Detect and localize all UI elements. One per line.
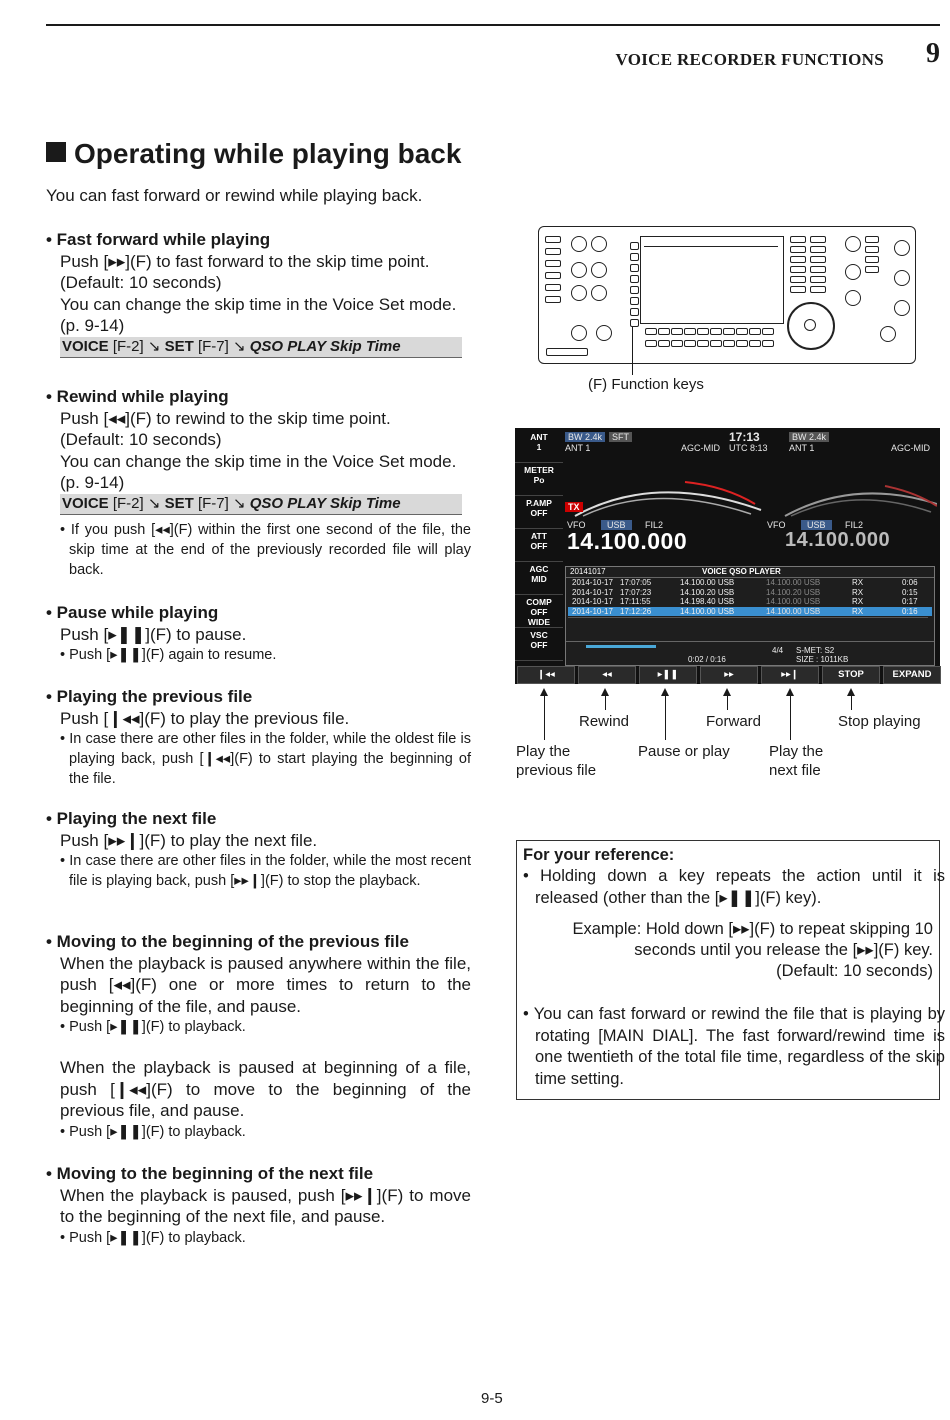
panel-knob-icon — [591, 236, 607, 252]
function-key-icon — [697, 328, 709, 335]
arrow-line — [605, 694, 606, 710]
callout-previous-file: Play the previous file — [516, 743, 597, 779]
table-cell: 17:07:05 — [620, 578, 652, 587]
callout-next-file: Play the next file — [769, 743, 824, 779]
item-heading: • Moving to the beginning of the next file — [46, 1164, 374, 1183]
side-key: ANT 1 — [515, 432, 563, 463]
screen-function-key: ▸❚❚ — [639, 666, 697, 684]
utc-clock: UTC 8:13 — [729, 443, 768, 453]
item-text: Push [❙◂◂](F) to play the previous file. — [60, 708, 350, 728]
item-heading: • Playing the next file — [46, 809, 217, 828]
status-bar — [563, 432, 939, 454]
table-cell: RX — [852, 606, 864, 616]
panel-knob-icon — [591, 285, 607, 301]
arrow-line — [665, 694, 666, 740]
panel-button-icon — [630, 275, 639, 283]
panel-button-icon — [810, 246, 826, 253]
phones-jack-icon — [546, 348, 588, 356]
item-heading: • Pause while playing — [46, 603, 219, 622]
item-note: • Push [▸❚❚](F) to playback. — [60, 1229, 246, 1246]
dial-center-icon — [804, 319, 816, 331]
screen-function-key: ▸▸ — [700, 666, 758, 684]
table-cell: 14.100.20 USB — [766, 587, 821, 597]
item-heading: • Fast forward while playing — [46, 230, 271, 249]
item-note: • Push [▸❚❚](F) to playback. — [60, 1019, 246, 1035]
panel-button-icon — [723, 340, 735, 347]
table-cell: 14.100.00 USB — [766, 597, 821, 606]
panel-button-icon — [630, 319, 639, 327]
transceiver-display — [640, 236, 784, 324]
progress-time: 0:02 / 0:16 — [688, 655, 726, 664]
fkeys-leader-line — [632, 327, 633, 375]
table-cell: 0:06 — [902, 578, 918, 587]
panel-knob-icon — [845, 236, 861, 252]
function-key-icon — [723, 328, 735, 335]
clock: 17:13 — [729, 430, 760, 444]
item-text: Push [◂◂](F) to rewind to the skip time point. — [60, 408, 391, 428]
item-text: You can change the skip time in the Voice Set mode. — [60, 294, 457, 314]
side-key: AGC MID — [515, 564, 563, 595]
table-cell: 14.100.00 USB — [766, 578, 821, 587]
table-row — [568, 607, 932, 616]
panel-button-icon — [790, 246, 806, 253]
mode-badge: USB — [601, 520, 632, 530]
panel-knob-icon — [894, 270, 910, 286]
function-key-icon — [749, 328, 761, 335]
set-mode-path: VOICE [F-2] ↘ SET [F-7] ↘ QSO PLAY Skip Time — [60, 337, 462, 358]
item-text: (Default: 10 seconds) — [60, 273, 222, 292]
item-text: (Default: 10 seconds) — [60, 430, 222, 449]
table-cell: 2014-10-17 — [572, 587, 613, 597]
panel-button-icon — [749, 340, 761, 347]
vfo-label-sub: VFO — [767, 520, 786, 530]
file-size: SIZE : 1011KB — [796, 655, 849, 664]
table-cell: 2014-10-17 — [572, 606, 613, 616]
panel-knob-icon — [845, 264, 861, 280]
function-key-icon — [671, 328, 683, 335]
table-cell: RX — [852, 578, 864, 587]
player-footer — [566, 641, 934, 666]
reference-example: (Default: 10 seconds) — [776, 962, 933, 980]
panel-button-icon — [545, 284, 561, 291]
item-text: When the playback is paused, push [▸▸❙](F) to move to the beginning of the next file, and pause. — [60, 1185, 471, 1226]
sub-frequency: 14.100.000 — [785, 529, 891, 551]
function-key-icon — [645, 328, 657, 335]
panel-button-icon — [810, 286, 826, 293]
item-pause — [46, 602, 471, 665]
panel-knob-icon — [571, 236, 587, 252]
table-row — [568, 588, 932, 597]
tx-indicator: TX — [565, 502, 583, 512]
table-cell: 0:16 — [902, 606, 918, 616]
section-title: Operating while playing back — [46, 138, 461, 170]
table-cell: 14.100.00 USB — [766, 606, 821, 616]
panel-knob-icon — [571, 285, 587, 301]
panel-knob-icon — [596, 325, 612, 341]
item-heading: • Rewind while playing — [46, 387, 229, 406]
item-text: Push [▸▸❙](F) to play the next file. — [60, 830, 318, 850]
table-cell: RX — [852, 587, 864, 597]
item-beginning-next — [46, 1163, 471, 1248]
panel-button-icon — [790, 276, 806, 283]
arrow-line — [544, 694, 545, 740]
table-cell: 0:15 — [902, 587, 918, 597]
table-cell: 14.198.40 USB — [680, 597, 735, 606]
panel-button-icon — [645, 340, 657, 347]
set-mode-path: VOICE [F-2] ↘ SET [F-7] ↘ QSO PLAY Skip Time — [60, 494, 462, 515]
screen-function-key: STOP — [822, 666, 880, 684]
player-title: VOICE QSO PLAYER — [702, 567, 781, 576]
panel-knob-icon — [591, 262, 607, 278]
table-row — [568, 597, 932, 606]
ant-label: ANT 1 — [565, 443, 591, 453]
panel-button-icon — [865, 256, 879, 263]
table-cell: 17:12:26 — [620, 606, 652, 616]
panel-knob-icon — [845, 290, 861, 306]
item-heading: • Moving to the beginning of the previous file — [46, 932, 409, 951]
file-count: 4/4 — [772, 646, 784, 655]
panel-button-icon — [790, 266, 806, 273]
table-cell: 17:11:55 — [620, 597, 651, 606]
filter-label-sub: FIL2 — [845, 520, 864, 530]
panel-button-icon — [630, 297, 639, 305]
s-meter-reading: S-MET: S2 — [796, 646, 835, 655]
table-cell: 14.100.00 USB — [680, 606, 735, 616]
item-text: You can change the skip time in the Voice Set mode. — [60, 451, 457, 471]
screen-function-key: EXPAND — [883, 666, 941, 684]
screen-function-key: ▸▸❙ — [761, 666, 819, 684]
panel-button-icon — [545, 296, 561, 303]
panel-button-icon — [810, 266, 826, 273]
table-cell: 17:07:23 — [620, 587, 652, 597]
progress-bar — [586, 645, 656, 648]
mode-badge-sub: USB — [801, 520, 832, 530]
item-note: • In case there are other files in the folder, while the oldest file is playing back, push [❙◂◂](F) to start playing the beginning of the file. — [60, 731, 471, 787]
reference-box — [516, 840, 945, 1100]
chapter-title: VOICE RECORDER FUNCTIONS — [615, 50, 884, 69]
item-note: • In case there are other files in the folder, while the most recent file is playing back, push [▸▸❙](F) to stop the playback. — [60, 853, 471, 889]
header-rule — [46, 24, 940, 26]
agc-label: AGC-MID — [681, 443, 720, 453]
agc-label-sub: AGC-MID — [891, 443, 930, 453]
fkeys-label: (F) Function keys — [588, 376, 704, 393]
callout-rewind: Rewind — [579, 713, 630, 730]
item-text: Push [▸▸](F) to fast forward to the skip time point. — [60, 251, 430, 271]
panel-button-icon — [710, 340, 722, 347]
ant-label-sub: ANT 1 — [789, 443, 815, 453]
bw-badge-sub: BW 2.4k — [789, 432, 829, 442]
panel-knob-icon — [894, 300, 910, 316]
panel-button-icon — [865, 246, 879, 253]
arrow-line — [851, 694, 852, 710]
square-bullet-icon — [46, 142, 66, 162]
function-key-icon — [710, 328, 722, 335]
arrow-line — [790, 694, 791, 740]
table-cell: 2014-10-17 — [572, 597, 613, 606]
item-heading: • Playing the previous file — [46, 687, 253, 706]
item-text: Push [▸❚❚](F) to pause. — [60, 624, 247, 644]
item-next-file — [46, 808, 471, 891]
function-key-icon — [658, 328, 670, 335]
panel-button-icon — [790, 286, 806, 293]
chapter-number: 9 — [926, 38, 940, 69]
callout-pause: Pause or play — [638, 743, 730, 760]
function-key-icon — [684, 328, 696, 335]
display-top-bar — [644, 240, 778, 247]
panel-button-icon — [810, 256, 826, 263]
panel-button-icon — [697, 340, 709, 347]
item-rewind — [46, 386, 471, 580]
function-key-icon — [736, 328, 748, 335]
table-cell: 14.100.00 USB — [680, 578, 735, 587]
side-key: VSC OFF — [515, 630, 563, 661]
sft-badge: SFT — [609, 432, 632, 442]
s-meters — [565, 454, 937, 520]
reference-bullet: • You can fast forward or rewind the file that is playing by rotating [MAIN DIAL]. The fast forward/rewind time is one twentieth of the total file time, regardless of the skip time setting. — [523, 1005, 945, 1088]
list-divider — [568, 617, 928, 618]
main-frequency: 14.100.000 — [567, 528, 688, 554]
table-cell: 14.100.20 USB — [680, 587, 735, 597]
panel-button-icon — [684, 340, 696, 347]
panel-button-icon — [810, 276, 826, 283]
panel-button-icon — [736, 340, 748, 347]
item-previous-file — [46, 686, 471, 789]
panel-button-icon — [810, 236, 826, 243]
panel-button-icon — [630, 253, 639, 261]
item-text: (p. 9-14) — [60, 316, 125, 335]
callout-forward: Forward — [706, 713, 762, 730]
item-note: • Push [▸❚❚](F) again to resume. — [60, 647, 277, 663]
panel-knob-icon — [571, 325, 587, 341]
panel-button-icon — [671, 340, 683, 347]
function-key-icon — [762, 328, 774, 335]
reference-example: seconds until you release the [▸▸](F) key. — [634, 941, 933, 959]
section-intro: You can fast forward or rewind while playing back. — [46, 186, 423, 205]
panel-button-icon — [545, 248, 561, 255]
panel-button-icon — [865, 236, 879, 243]
panel-button-icon — [630, 286, 639, 294]
folder-name: 20141017 — [570, 567, 606, 576]
screen-function-key: ❙◂◂ — [517, 666, 575, 684]
panel-button-icon — [630, 308, 639, 316]
page-number: 9-5 — [481, 1390, 503, 1407]
bw-badge: BW 2.4k — [565, 432, 605, 442]
panel-button-icon — [630, 264, 639, 272]
table-cell: 2014-10-17 — [572, 578, 613, 587]
table-row — [568, 578, 932, 587]
player-header — [566, 567, 934, 578]
arrow-line — [727, 694, 728, 710]
filter-label: FIL2 — [645, 520, 664, 530]
panel-button-icon — [865, 266, 879, 273]
panel-button-icon — [630, 242, 639, 250]
panel-knob-icon — [894, 240, 910, 256]
side-key: P.AMP OFF — [515, 498, 563, 529]
side-key: METER Po — [515, 465, 563, 496]
panel-button-icon — [790, 236, 806, 243]
item-text: When the playback is paused anywhere within the file, push [◂◂](F) one or more times to return to the beginning of the file, and pause. — [60, 953, 471, 1016]
reference-title: For your reference: — [523, 846, 675, 864]
item-text: (p. 9-14) — [60, 473, 125, 492]
panel-button-icon — [790, 256, 806, 263]
table-cell: 0:17 — [902, 597, 918, 606]
panel-button-icon — [545, 236, 561, 243]
qso-player-table — [565, 566, 935, 666]
panel-knob-icon — [571, 262, 587, 278]
item-fast-forward — [46, 229, 471, 358]
panel-button-icon — [545, 272, 561, 279]
panel-button-icon — [762, 340, 774, 347]
vfo-label: VFO — [567, 520, 586, 530]
item-note: • Push [▸❚❚](F) to playback. — [60, 1123, 246, 1140]
side-key: ATT OFF — [515, 531, 563, 562]
panel-button-icon — [658, 340, 670, 347]
item-beginning-previous — [46, 931, 471, 1142]
reference-bullet: • Holding down a key repeats the action until it is released (other than the [▸❚❚](F) key). — [523, 867, 945, 907]
screen-function-key: ◂◂ — [578, 666, 636, 684]
table-cell: RX — [852, 597, 864, 606]
side-key: COMP OFF WIDE — [515, 597, 563, 628]
callout-stop: Stop playing — [838, 713, 921, 730]
panel-knob-icon — [880, 326, 896, 342]
item-text: When the playback is paused at beginning of a file, push [❙◂◂](F) to move to the beginning of the previous file, and pause. — [60, 1058, 471, 1120]
panel-button-icon — [545, 260, 561, 267]
item-note: • If you push [◂◂](F) within the first one second of the file, the skip time at the end of the previously recorded file will play back. — [60, 521, 471, 578]
reference-example: Example: Hold down [▸▸](F) to repeat skipping 10 — [572, 920, 933, 938]
